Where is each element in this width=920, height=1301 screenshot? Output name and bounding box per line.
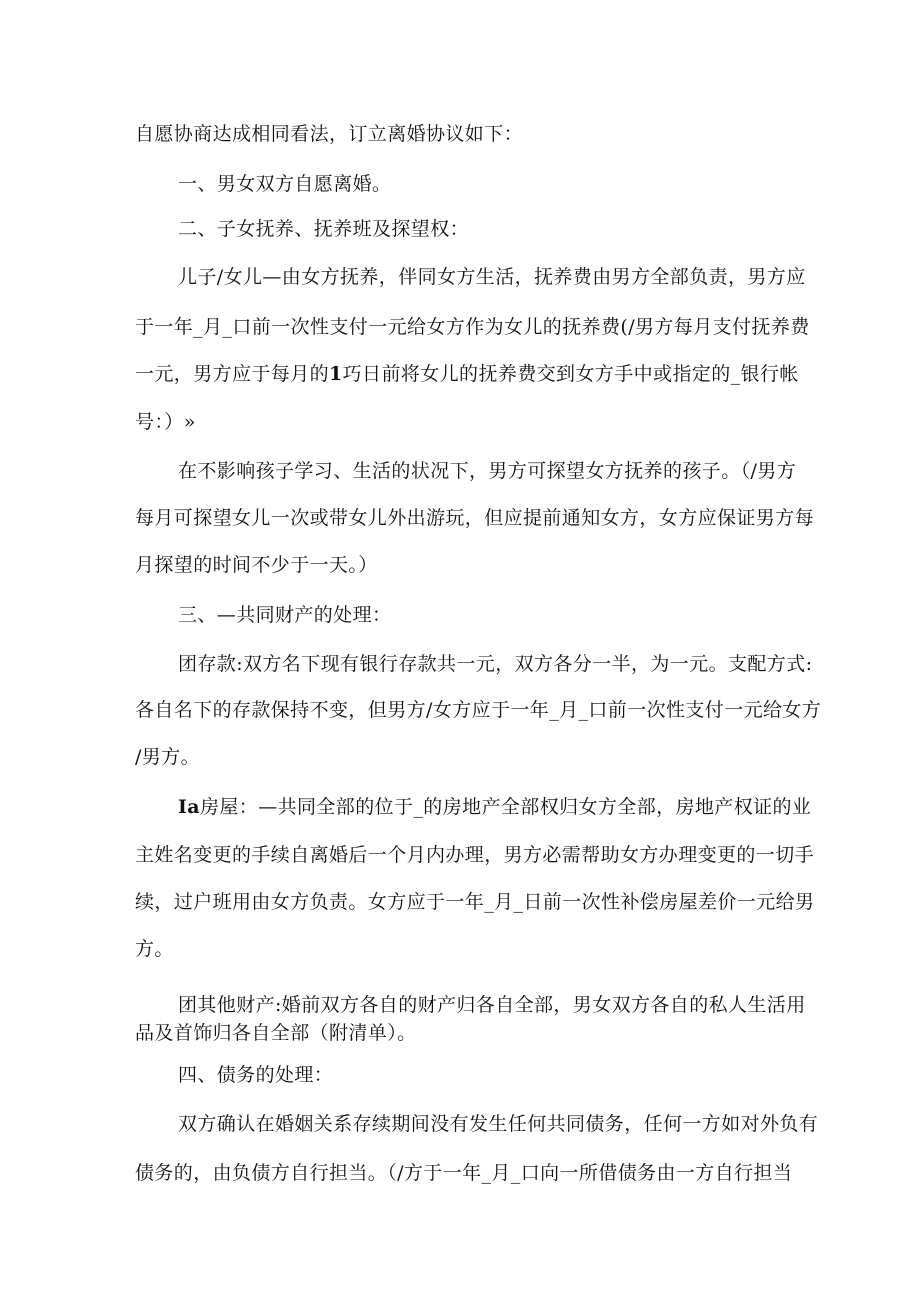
text-span: 一元，男方应于每月的 bbox=[135, 363, 330, 385]
text-line: 各自名下的存款保持不变，但男方/女方应于一年_月_口前一次性支付一元给女方 bbox=[135, 699, 822, 721]
text-line: 一、男女双方自愿离婚。 bbox=[178, 173, 392, 195]
text-line: 四、债务的处理： bbox=[178, 1064, 334, 1086]
text-span-bold: 1 bbox=[329, 363, 343, 385]
text-line: 方。 bbox=[135, 938, 174, 960]
text-line: 债务的，由负债方自行担当。（/方于一年_月_口向一所借债务由一方自行担当 bbox=[135, 1162, 793, 1184]
text-line: 二、子女抚养、抚养班及探望权： bbox=[178, 218, 470, 240]
text-span: 巧日前将女儿的抚养费交到女方手中或指定的_银行帐 bbox=[342, 363, 799, 385]
text-line: 双方确认在婚姻关系存续期间没有发生任何共同债务，任何一方如对外负有 bbox=[178, 1113, 819, 1135]
text-line: 于一年_月_口前一次性支付一元给女方作为女儿的抚养费(/男方每月支付抚养费 bbox=[135, 316, 810, 338]
text-line: 每月可探望女儿一次或带女儿外出游玩，但应提前通知女方，女方应保证男方每 bbox=[135, 507, 815, 529]
text-line: 三、—共同财产的处理： bbox=[178, 604, 392, 626]
text-line bbox=[178, 795, 811, 819]
text-span-bold: Ia bbox=[178, 796, 200, 818]
text-line: 团其他财产:婚前双方各自的财产归各自全部，男女双方各自的私人生活用 bbox=[178, 994, 806, 1016]
text-line: 月探望的时间不少于一天。） bbox=[135, 554, 378, 576]
text-line: /男方。 bbox=[135, 746, 201, 768]
text-line: 在不影响孩子学习、生活的状况下，男方可探望女方抚养的孩子。（/男方 bbox=[178, 460, 797, 482]
text-line: 号：）» bbox=[135, 411, 196, 433]
text-line: 品及首饰归各自全部（附清单）。 bbox=[135, 1022, 417, 1044]
text-span: 房屋：—共同全部的位于_的房地产全部权归女方全部，房地产权证的业 bbox=[200, 796, 812, 818]
text-line: 团存款:双方名下现有银行存款共一元，双方各分一半，为一元。支配方式: bbox=[178, 653, 813, 675]
text-line: 主姓名变更的手续自离婚后一个月内办理，男方必需帮助女方办理变更的一切手 bbox=[135, 844, 815, 866]
text-line: 续，过户班用由女方负责。女方应于一年_月_日前一次性补偿房屋差价一元给男 bbox=[135, 891, 815, 913]
text-line: 自愿协商达成相同看法，订立离婚协议如下： bbox=[135, 123, 524, 145]
text-line bbox=[135, 362, 799, 386]
text-line: 儿子/女儿—由女方抚养，伴同女方生活，抚养费由男方全部负责，男方应 bbox=[178, 266, 806, 288]
